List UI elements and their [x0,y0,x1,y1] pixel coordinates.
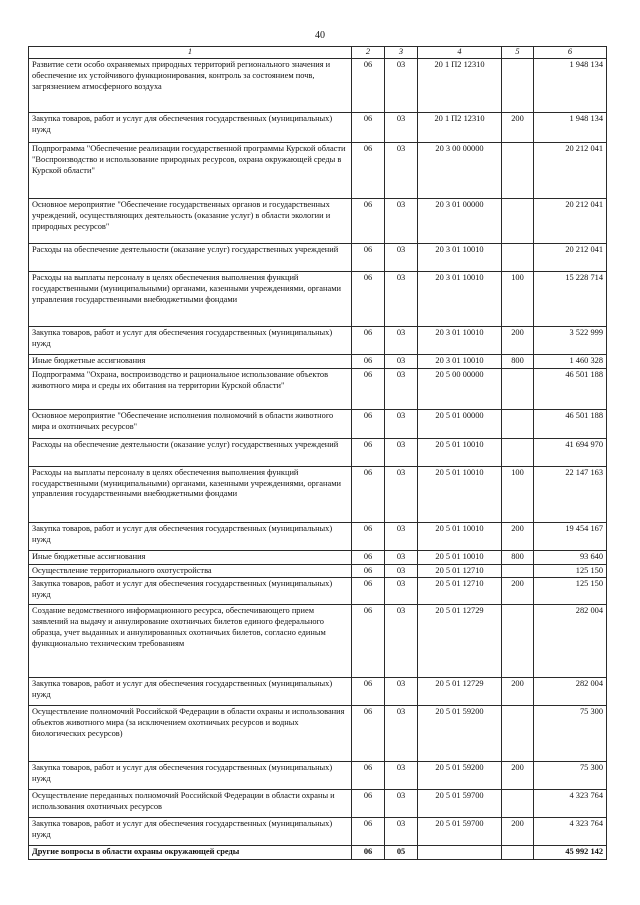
cell-subsection: 03 [385,564,418,578]
cell-amount: 282 004 [534,605,607,678]
cell-section: 06 [352,244,385,272]
cell-section: 06 [352,438,385,466]
cell-expense-type: 100 [502,466,534,522]
cell-section: 06 [352,199,385,244]
cell-expense-type [502,846,534,860]
table-row [29,113,607,143]
cell-expense-type [502,199,534,244]
cell-section: 06 [352,327,385,355]
cell-subsection: 03 [385,466,418,522]
cell-name: Расходы на обеспечение деятельности (оказание услуг) государственных учреждений [29,438,352,466]
cell-expense-type [502,790,534,818]
cell-name: Расходы на выплаты персоналу в целях обеспечения выполнения функций государственными (муниципальными) органами, казенными учреждениями, органами управления государственными внебюджетными фондами [29,466,352,522]
cell-amount: 46 501 188 [534,368,607,409]
cell-amount: 19 454 167 [534,522,607,550]
cell-name: Расходы на обеспечение деятельности (оказание услуг) государственных учреждений [29,244,352,272]
cell-name: Основное мероприятие "Обеспечение исполнения полномочий в области животного мира и охотничьих ресурсов" [29,409,352,438]
cell-section: 06 [352,578,385,605]
header-col-expense-type: 5 [502,47,534,59]
cell-amount: 20 212 041 [534,244,607,272]
table-row [29,438,607,466]
cell-target-article: 20 5 01 12710 [418,578,502,605]
cell-subsection: 03 [385,790,418,818]
cell-target-article: 20 3 00 00000 [418,143,502,199]
cell-section: 06 [352,409,385,438]
cell-subsection: 03 [385,199,418,244]
cell-amount: 4 323 764 [534,818,607,846]
cell-name: Закупка товаров, работ и услуг для обеспечения государственных (муниципальных) нужд [29,578,352,605]
cell-subsection: 03 [385,59,418,113]
table-row [29,272,607,327]
cell-name: Осуществление переданных полномочий Российской Федерации в области охраны и использования охотничьих ресурсов [29,790,352,818]
table-row [29,522,607,550]
cell-subsection: 03 [385,605,418,678]
cell-expense-type [502,605,534,678]
cell-name: Закупка товаров, работ и услуг для обеспечения государственных (муниципальных) нужд [29,678,352,706]
header-col-name: 1 [29,47,352,59]
cell-amount: 125 150 [534,564,607,578]
cell-expense-type: 200 [502,678,534,706]
cell-target-article: 20 5 00 00000 [418,368,502,409]
cell-name: Закупка товаров, работ и услуг для обеспечения государственных (муниципальных) нужд [29,327,352,355]
cell-amount: 1 460 328 [534,355,607,369]
cell-section: 06 [352,564,385,578]
cell-amount: 1 948 134 [534,113,607,143]
cell-section: 06 [352,818,385,846]
cell-amount: 282 004 [534,678,607,706]
cell-subsection: 03 [385,578,418,605]
cell-target-article: 20 5 01 12729 [418,605,502,678]
cell-subsection: 03 [385,678,418,706]
cell-section: 06 [352,846,385,860]
cell-target-article: 20 1 П2 12310 [418,113,502,143]
table-row [29,199,607,244]
cell-section: 06 [352,59,385,113]
cell-section: 06 [352,272,385,327]
cell-target-article: 20 1 П2 12310 [418,59,502,113]
table-row [29,327,607,355]
cell-subsection: 03 [385,409,418,438]
cell-section: 06 [352,706,385,762]
table-row [29,846,607,860]
cell-target-article: 20 5 01 12710 [418,564,502,578]
cell-target-article: 20 5 01 12729 [418,678,502,706]
cell-section: 06 [352,790,385,818]
cell-amount: 22 147 163 [534,466,607,522]
cell-expense-type [502,564,534,578]
cell-subsection: 03 [385,522,418,550]
cell-amount: 41 694 970 [534,438,607,466]
cell-amount: 1 948 134 [534,59,607,113]
cell-subsection: 03 [385,818,418,846]
cell-target-article [418,846,502,860]
cell-target-article: 20 3 01 10010 [418,327,502,355]
table-header-row [29,47,607,59]
table-row [29,244,607,272]
cell-subsection: 05 [385,846,418,860]
cell-subsection: 03 [385,368,418,409]
cell-expense-type: 200 [502,113,534,143]
table-row [29,550,607,564]
cell-target-article: 20 5 01 59200 [418,706,502,762]
header-col-target-article: 4 [418,47,502,59]
cell-expense-type [502,143,534,199]
table-row [29,762,607,790]
table-body [29,59,607,860]
cell-subsection: 03 [385,550,418,564]
cell-target-article: 20 5 01 59700 [418,790,502,818]
cell-target-article: 20 3 01 10010 [418,272,502,327]
cell-target-article: 20 5 01 59200 [418,762,502,790]
table-row [29,143,607,199]
cell-expense-type [502,706,534,762]
cell-expense-type: 800 [502,550,534,564]
cell-target-article: 20 3 01 10010 [418,355,502,369]
cell-amount: 20 212 041 [534,143,607,199]
cell-target-article: 20 5 01 10010 [418,550,502,564]
cell-subsection: 03 [385,113,418,143]
cell-target-article: 20 3 01 00000 [418,199,502,244]
cell-amount: 15 228 714 [534,272,607,327]
page-number: 40 [315,30,325,41]
cell-section: 06 [352,762,385,790]
table-row [29,355,607,369]
cell-target-article: 20 5 01 10010 [418,438,502,466]
cell-subsection: 03 [385,355,418,369]
cell-expense-type: 800 [502,355,534,369]
cell-name: Закупка товаров, работ и услуг для обеспечения государственных (муниципальных) нужд [29,522,352,550]
cell-section: 06 [352,143,385,199]
header-col-amount: 6 [534,47,607,59]
cell-subsection: 03 [385,327,418,355]
cell-name: Создание ведомственного информационного ресурса, обеспечивающего прием заявлений на выдачу и аннулирование охотничьих билетов единого федерального образца, учет выданных и аннулированных охотничьих билетов, согласно единым функционально техническим требованиям [29,605,352,678]
cell-amount: 45 992 142 [534,846,607,860]
cell-name: Подпрограмма "Обеспечение реализации государственной программы Курской области "Воспроизводство и использование природных ресурсов, охрана окружающей среды в Курской области" [29,143,352,199]
cell-expense-type [502,59,534,113]
cell-amount: 46 501 188 [534,409,607,438]
cell-section: 06 [352,522,385,550]
table-row [29,564,607,578]
table-row [29,59,607,113]
cell-subsection: 03 [385,244,418,272]
table-row [29,368,607,409]
cell-expense-type: 200 [502,818,534,846]
cell-name: Закупка товаров, работ и услуг для обеспечения государственных (муниципальных) нужд [29,113,352,143]
table-row [29,790,607,818]
cell-expense-type: 200 [502,578,534,605]
cell-name: Основное мероприятие "Обеспечение государственных органов и государственных учреждений, осуществляющих деятельность (оказание услуг) в области экологии и природных ресурсов" [29,199,352,244]
table-row [29,466,607,522]
cell-section: 06 [352,605,385,678]
cell-name: Подпрограмма "Охрана, воспроизводство и рациональное использование объектов животного мира и среды их обитания на территории Курской области" [29,368,352,409]
cell-section: 06 [352,678,385,706]
header-col-subsection: 3 [385,47,418,59]
table-row [29,409,607,438]
cell-expense-type: 200 [502,522,534,550]
table-row [29,706,607,762]
cell-section: 06 [352,550,385,564]
cell-name: Осуществление территориального охотустройства [29,564,352,578]
cell-subsection: 03 [385,706,418,762]
cell-amount: 93 640 [534,550,607,564]
cell-expense-type [502,409,534,438]
cell-name: Расходы на выплаты персоналу в целях обеспечения выполнения функций государственными (муниципальными) органами, казенными учреждениями, органами управления государственными внебюджетными фондами [29,272,352,327]
cell-name: Другие вопросы в области охраны окружающей среды [29,846,352,860]
cell-name: Закупка товаров, работ и услуг для обеспечения государственных (муниципальных) нужд [29,818,352,846]
cell-name: Развитие сети особо охраняемых природных территорий регионального значения и обеспечение их устойчивого функционирования, контроль за состоянием почв, загрязнением атмосферного воздуха [29,59,352,113]
cell-amount: 3 522 999 [534,327,607,355]
cell-subsection: 03 [385,143,418,199]
cell-expense-type [502,368,534,409]
budget-table [28,46,607,860]
cell-section: 06 [352,466,385,522]
cell-target-article: 20 5 01 10010 [418,466,502,522]
cell-name: Иные бюджетные ассигнования [29,355,352,369]
cell-amount: 4 323 764 [534,790,607,818]
cell-name: Закупка товаров, работ и услуг для обеспечения государственных (муниципальных) нужд [29,762,352,790]
cell-target-article: 20 3 01 10010 [418,244,502,272]
cell-section: 06 [352,355,385,369]
table-row [29,578,607,605]
cell-expense-type: 200 [502,762,534,790]
cell-expense-type [502,244,534,272]
cell-target-article: 20 5 01 00000 [418,409,502,438]
cell-target-article: 20 5 01 10010 [418,522,502,550]
table-row [29,678,607,706]
table-row [29,818,607,846]
cell-amount: 75 300 [534,762,607,790]
cell-expense-type: 200 [502,327,534,355]
cell-amount: 20 212 041 [534,199,607,244]
cell-amount: 125 150 [534,578,607,605]
cell-name: Иные бюджетные ассигнования [29,550,352,564]
table-row [29,605,607,678]
cell-target-article: 20 5 01 59700 [418,818,502,846]
cell-subsection: 03 [385,272,418,327]
cell-section: 06 [352,368,385,409]
cell-section: 06 [352,113,385,143]
cell-subsection: 03 [385,438,418,466]
cell-expense-type [502,438,534,466]
cell-name: Осуществление полномочий Российской Федерации в области охраны и использования объектов животного мира (за исключением охотничьих ресурсов и водных биологических ресурсов) [29,706,352,762]
cell-amount: 75 300 [534,706,607,762]
cell-subsection: 03 [385,762,418,790]
header-col-section: 2 [352,47,385,59]
cell-expense-type: 100 [502,272,534,327]
